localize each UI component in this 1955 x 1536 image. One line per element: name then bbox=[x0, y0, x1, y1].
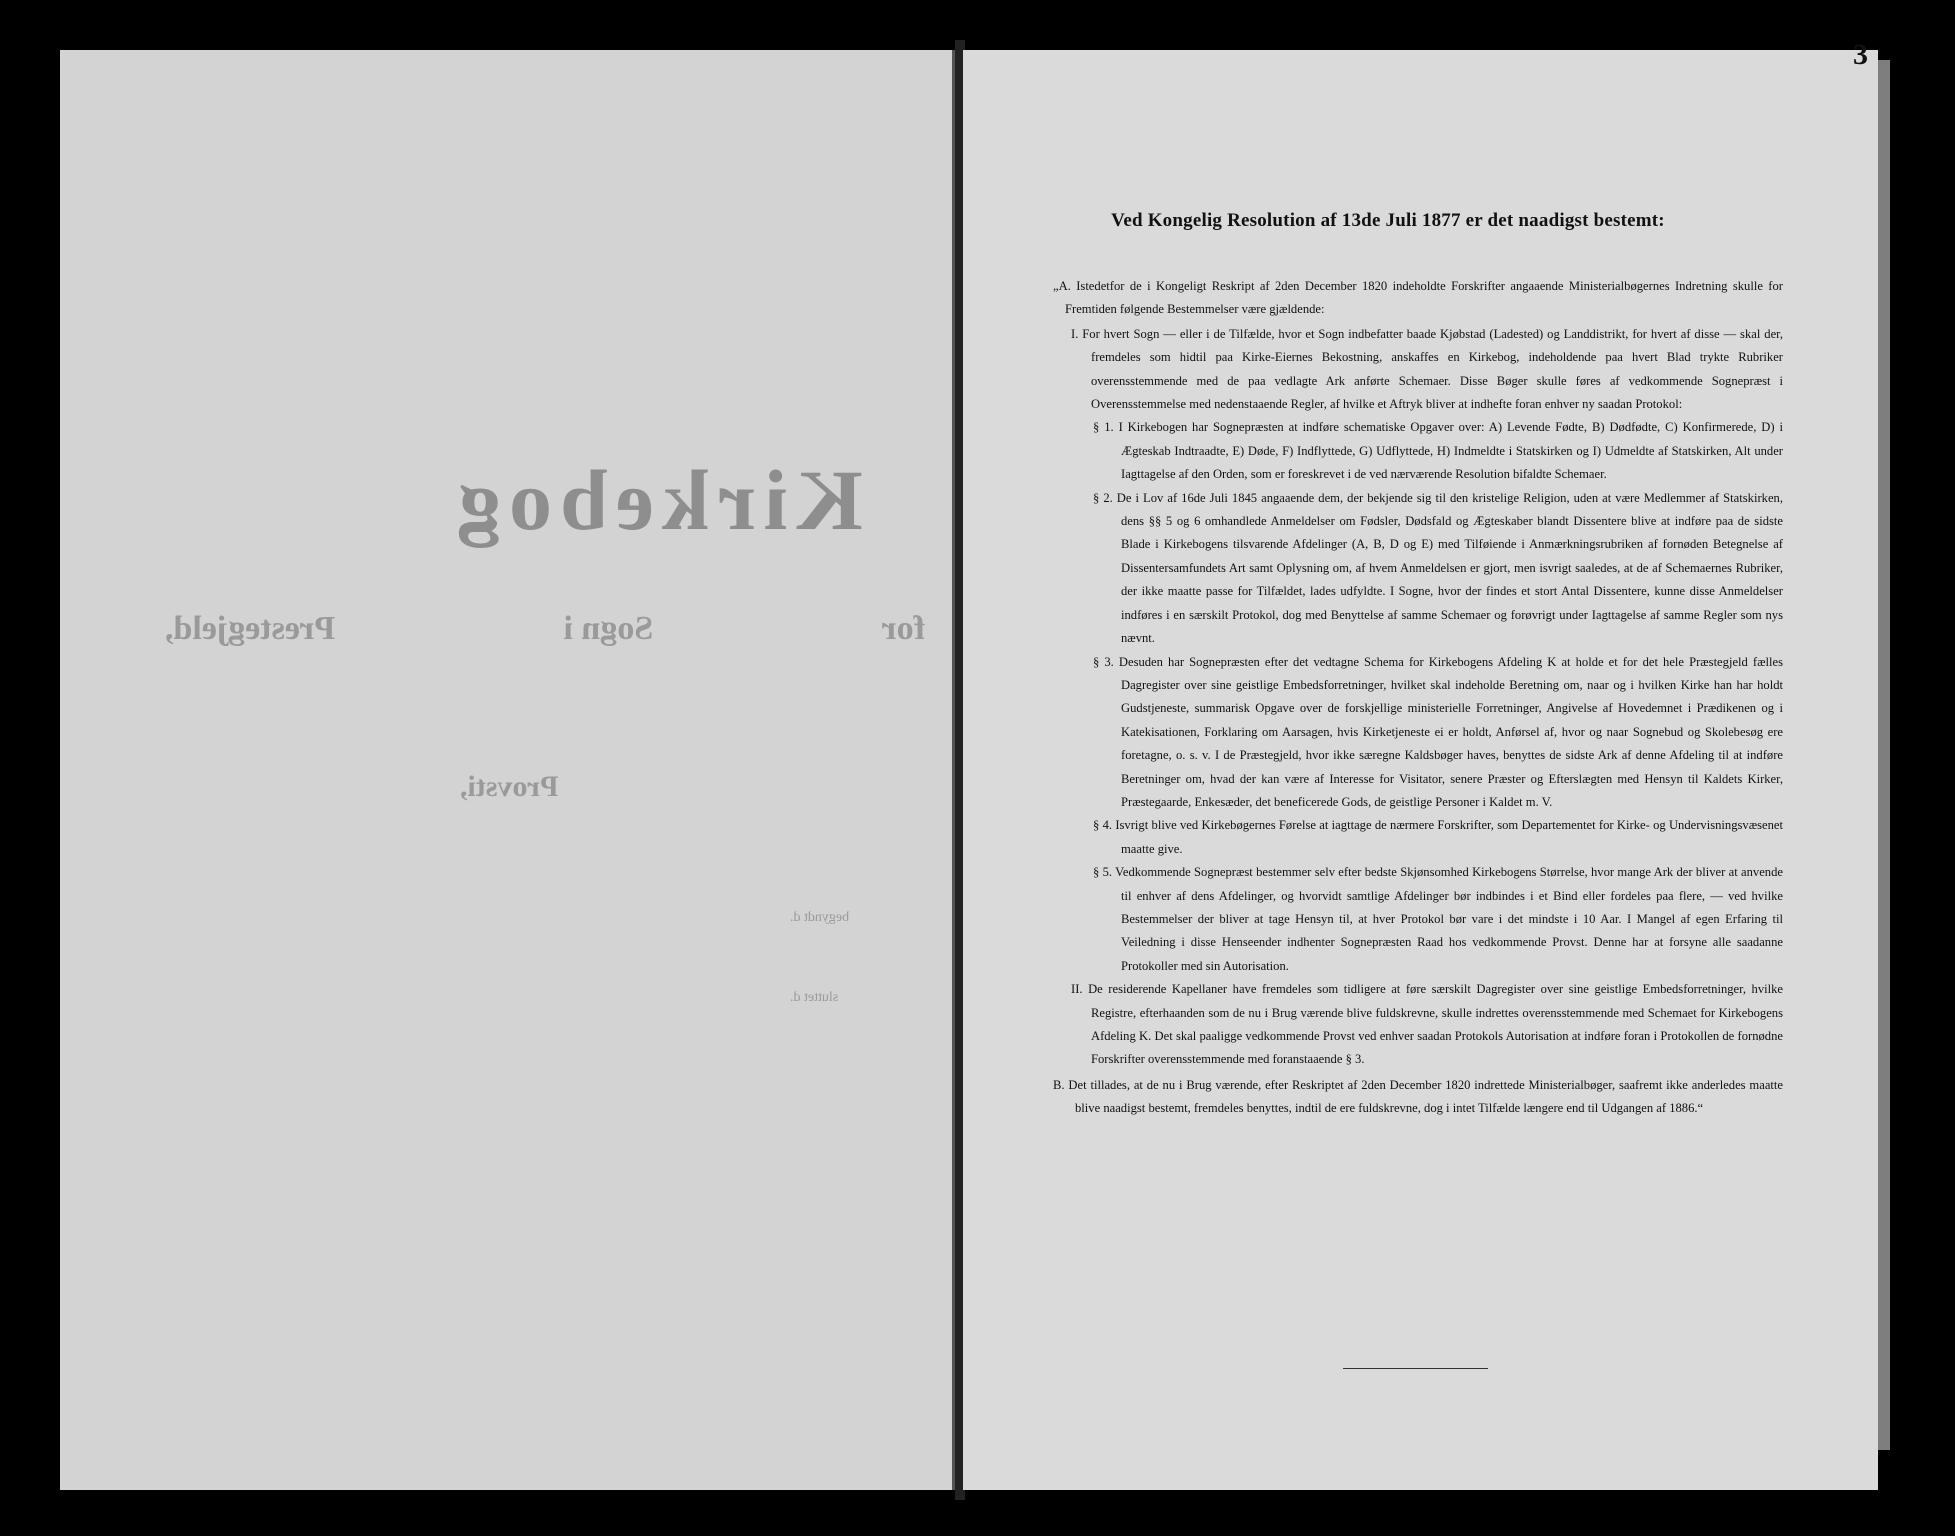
bleed-through-title: Kirkebog bbox=[450, 452, 863, 548]
bleed-through-small: sluttet d. bbox=[790, 990, 839, 1005]
paragraph-1: § 1. I Kirkebogen har Sognepræsten at indføre schematiske Opgaver over: A) Levende Fødte, B) Dødfødte, C) Konfirmerede, D) i Ægteskab Indtraadte, E) Døde, F) Indflyttede, G) Udflyttede, H) Indmeldte i Statskirken og I) Udmeldte af Statskirken, Alt under Iagttagelse af den Orden, som er foreskrevet i de ved nærværende Resolution bifaldte Schemaer. bbox=[1093, 420, 1783, 482]
section-a: „A. Istedetfor de i Kongeligt Reskript af 2den December 1820 indeholdte Forskrifter angaaende Ministerialbøgernes Indretning skulle for Fremtiden følgende Bestemmelser være gjældende: bbox=[1053, 279, 1783, 317]
closing-rule bbox=[1343, 1368, 1488, 1369]
right-page bbox=[963, 38, 1878, 1490]
bleed-through-line bbox=[165, 610, 925, 648]
section-ii: II. De residerende Kapellaner have fremdeles som tidligere at føre særskilt Dagregister over sine geistlige Embedsforretninger, hvilke Registre, efterhaanden som de nu i Brug værende blive fuldskrevne, skulle indrettes overensstemmende med Schemaet for Kirkebogens Afdeling K. Det skal paaligge vedkommende Provst ved enhver saadan Protokols Autorisation at indføre foran i Protokollen de fornødne Forskrifter overensstemmende med foranstaaende § 3. bbox=[1071, 982, 1783, 1067]
document-heading: Ved Kongelig Resolution af 13de Juli 1877 er det naadigst bestemt: bbox=[1111, 210, 1665, 231]
page-number: 3 bbox=[1853, 38, 1868, 71]
document-body bbox=[1053, 275, 1783, 1121]
paragraph-3: § 3. Desuden har Sognepræsten efter det vedtagne Schema for Kirkebogens Afdeling K at holde et for det hele Præstegjeld fælles Dagregister over sine geistlige Embedsforretninger, hvilket skal indeholde Beretning om, naar og i hvilken Kirke han har holdt Gudstjeneste, summarisk Opgave over de forskjellige ministerielle Forretninger, Angivelse af Hovedemnet i Prædikenen og i Katekisationen, Forklaring om Aarsagen, hvis Kirketjeneste ei er holdt, Anførsel af, hvor og naar Sognebud og Skolebesøg ere foretagne, o. s. v. I de Præstegjeld, hvor ikke særegne Kaldsbøger haves, benyttes de sidste Ark af denne Afdeling til at indføre Beretninger om, hvad der kan være af Interesse for Visitator, senere Præster og Efterslægten med Hensyn til Kaldets Kirker, Præstegaarde, Enkesæder, det beneficerede Gods, de geistlige Personer i Kaldet m. V. bbox=[1093, 654, 1783, 809]
left-page bbox=[60, 50, 955, 1490]
section-i: I. For hvert Sogn — eller i de Tilfælde, hvor et Sogn indbefatter baade Kjøbstad (Ladested) og Landdistrikt, for hvert af disse — skal der, fremdeles som hidtil paa Kirke-Eiernes Bekostning, anskaffes en Kirkebog, indeholdende paa hvert Blad trykte Rubriker overensstemmende med de paa vedlagte Ark anførte Schemaer. Disse Bøger skulle føres af vedkommende Sognepræst i Overensstemmelse med nedenstaaende Regler, af hvilke et Aftryk bliver at indhefte foran enhver ny saadan Protokol: bbox=[1071, 326, 1783, 412]
paragraph-5: § 5. Vedkommende Sognepræst bestemmer selv efter bedste Skjønsomhed Kirkebogens Størrelse, hvor mange Ark der bliver at anvende til enhver af dens Afdelinger, og hvorvidt samtlige Afdelinger bør indbindes i et Bind eller fordeles paa flere, — ved hvilke Bestemmelser der bliver at tage Hensyn til, at hver Protokol bør vare i det mindste i 10 Aar. I Mangel af egen Erfaring til Veiledning i disse Henseender indhenter Sognepræsten Raad hos vedkommende Provst. Denne har at forsyne alle saadanne Protokoller med sin Autorisation. bbox=[1093, 865, 1783, 973]
paragraph-4: § 4. Isvrigt blive ved Kirkebøgernes Førelse at iagttage de nærmere Forskrifter, som Departementet for Kirke- og Undervisningsvæsenet maatte give. bbox=[1093, 818, 1783, 856]
page-edge bbox=[1878, 60, 1890, 1450]
section-b: B. Det tillades, at de nu i Brug værende, efter Reskriptet af 2den December 1820 indrettede Ministerialbøger, saafremt ikke anderledes maatte blive naadigst bestemt, fremdeles benyttes, indtil de ere fuldskrevne, dog i intet Tilfælde længere end til Udgangen af 1886.“ bbox=[1053, 1077, 1783, 1116]
bleed-through-word: Prestegjeld, bbox=[165, 610, 336, 647]
bleed-through-small: begyndt d. bbox=[790, 910, 850, 925]
bleed-through-line: Provsti, bbox=[460, 770, 559, 803]
bleed-through-word: for bbox=[881, 610, 925, 647]
bleed-through-word: Sogn i bbox=[563, 610, 654, 647]
paragraph-2: § 2. De i Lov af 16de Juli 1845 angaaende dem, der bekjende sig til den kristelige Religion, uden at være Medlemmer af Statskirken, dens §§ 5 og 6 omhandlede Anmeldelser om Fødsler, Dødsfald og Ægteskaber blandt Dissentere blive at indføre paa de sidste Blade i Kirkebogens tilsvarende Afdelinger (A, B, D og E) med Tilføiende i Anmærkningsrubriken af fornøden Betegnelse af Dissentersamfundets Art samt Oplysning om, af hvem Anmeldelsen er gjort, men isvrigt saaledes, at de af Schemaernes Rubriker, der ikke maatte passe for Tilfældet, lades udfyldte. I Sogne, hvor der findes et stort Antal Dissentere, kunne disse Anmeldelser indføres i en særskilt Protokol, dog med Benyttelse af samme Schemaer og forøvrigt under Iagttagelse af samme Regler som nys nævnt. bbox=[1093, 490, 1783, 646]
